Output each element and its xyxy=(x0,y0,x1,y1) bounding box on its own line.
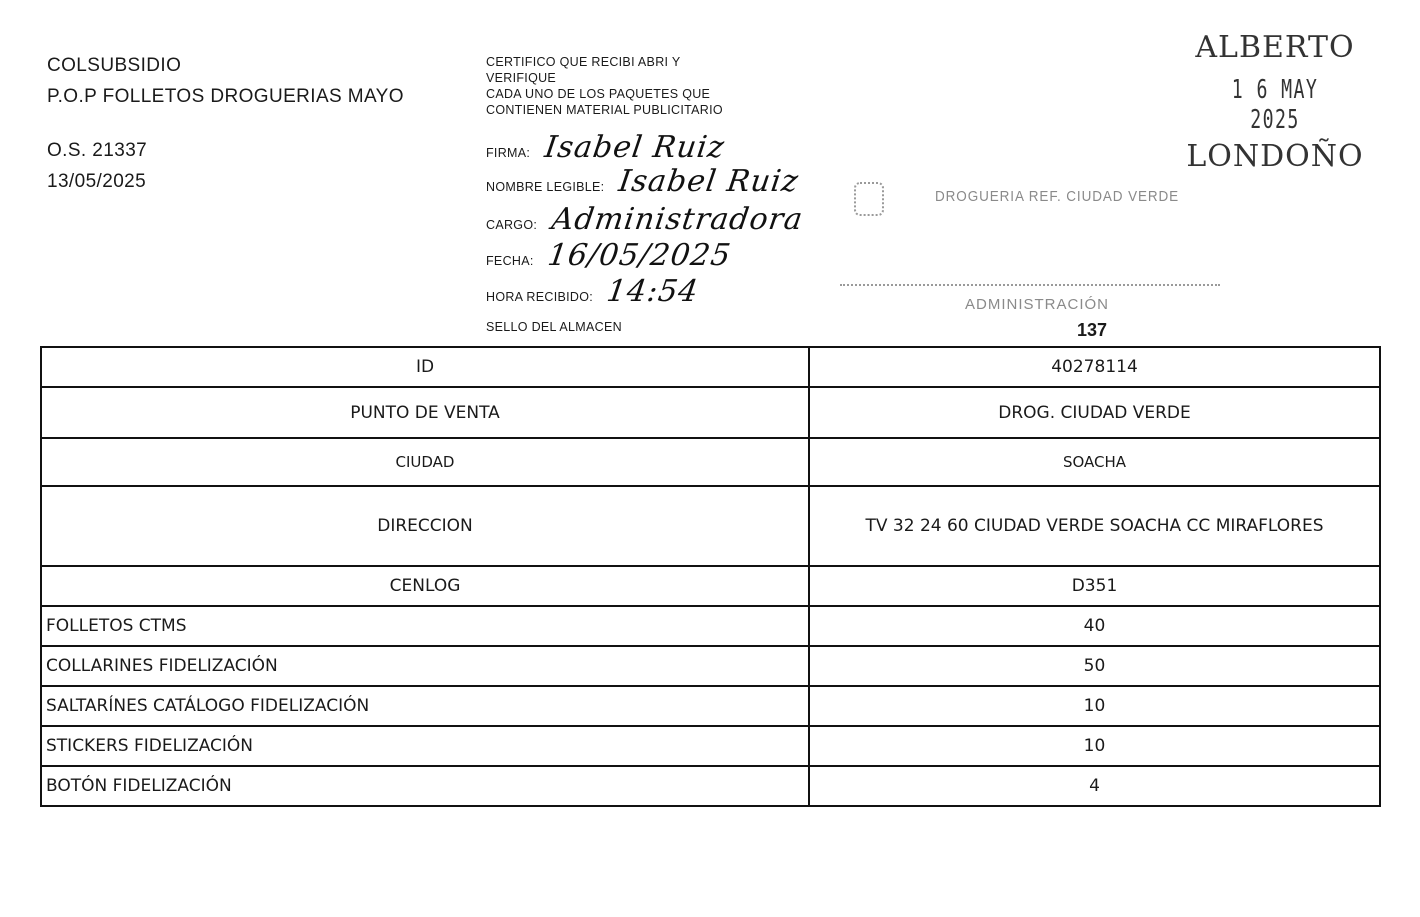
dir-label: DIRECCION xyxy=(41,486,809,566)
item-qty: 40 xyxy=(809,606,1380,646)
cargo-handwritten: Administradora xyxy=(549,202,806,237)
received-stamp xyxy=(1180,30,1370,174)
item-name: FOLLETOS CTMS xyxy=(41,606,809,646)
id-value: 40278114 xyxy=(809,347,1380,387)
certification-text xyxy=(486,54,723,118)
cenlog-label: CENLOG xyxy=(41,566,809,606)
id-label: ID xyxy=(41,347,809,387)
cert-line: CERTIFICO QUE RECIBI ABRI Y xyxy=(486,55,681,69)
hora-handwritten: 14:54 xyxy=(604,274,702,309)
firma-label: FIRMA: xyxy=(486,146,531,160)
sello-label: SELLO DEL ALMACEN xyxy=(486,320,622,334)
hora-label: HORA RECIBIDO: xyxy=(486,290,593,304)
cert-line: CONTIENEN MATERIAL PUBLICITARIO xyxy=(486,103,723,117)
store-stamp-admin: ADMINISTRACIÓN xyxy=(965,296,1110,313)
table-row xyxy=(41,566,1380,606)
campaign-title: P.O.P FOLLETOS DROGUERIAS MAYO xyxy=(47,86,404,107)
table-row xyxy=(41,766,1380,806)
nombre-handwritten: Isabel Ruiz xyxy=(616,164,801,199)
table-row xyxy=(41,646,1380,686)
document-date: 13/05/2025 xyxy=(47,171,147,192)
stamp-divider xyxy=(840,284,1220,286)
firma-signature: Isabel Ruiz xyxy=(542,130,727,165)
table-row xyxy=(41,686,1380,726)
sello-row xyxy=(486,318,622,336)
item-name: SALTARÍNES CATÁLOGO FIDELIZACIÓN xyxy=(41,686,809,726)
item-name: COLLARINES FIDELIZACIÓN xyxy=(41,646,809,686)
delivery-table xyxy=(40,346,1381,807)
cert-line: CADA UNO DE LOS PAQUETES QUE xyxy=(486,87,711,101)
fecha-row xyxy=(486,238,734,273)
item-qty: 10 xyxy=(809,726,1380,766)
item-name: BOTÓN FIDELIZACIÓN xyxy=(41,766,809,806)
firma-row xyxy=(486,130,727,165)
store-stamp xyxy=(840,178,1240,318)
cargo-row xyxy=(486,202,806,237)
stamp-name: ALBERTO xyxy=(1195,30,1355,65)
nombre-row xyxy=(486,164,801,199)
item-qty: 4 xyxy=(809,766,1380,806)
item-name: STICKERS FIDELIZACIÓN xyxy=(41,726,809,766)
table-row xyxy=(41,387,1380,438)
cargo-label: CARGO: xyxy=(486,218,538,232)
city-value: SOACHA xyxy=(809,438,1380,486)
table-row xyxy=(41,486,1380,566)
item-qty: 10 xyxy=(809,686,1380,726)
cert-line: VERIFIQUE xyxy=(486,71,557,85)
table-row xyxy=(41,726,1380,766)
store-stamp-name: DROGUERIA REF. CIUDAD VERDE xyxy=(935,188,1180,205)
cenlog-value: D351 xyxy=(809,566,1380,606)
order-number: O.S. 21337 xyxy=(47,140,148,161)
table-row xyxy=(41,347,1380,387)
fecha-label: FECHA: xyxy=(486,254,534,268)
stamp-surname: LONDOÑO xyxy=(1186,139,1364,174)
item-qty: 50 xyxy=(809,646,1380,686)
company-name: COLSUBSIDIO xyxy=(47,55,182,76)
table-row xyxy=(41,438,1380,486)
pv-label: PUNTO DE VENTA xyxy=(41,387,809,438)
page-number: 137 xyxy=(1077,320,1108,340)
document-header xyxy=(47,50,404,197)
table-row xyxy=(41,606,1380,646)
city-label: CIUDAD xyxy=(41,438,809,486)
dir-value: TV 32 24 60 CIUDAD VERDE SOACHA CC MIRAFLORES xyxy=(809,486,1380,566)
stamp-date: 1 6 MAY 2025 xyxy=(1231,75,1319,135)
nombre-label: NOMBRE LEGIBLE: xyxy=(486,180,605,194)
hora-row xyxy=(486,274,702,309)
fecha-handwritten: 16/05/2025 xyxy=(545,238,734,273)
store-logo-icon xyxy=(854,182,884,216)
pv-value: DROG. CIUDAD VERDE xyxy=(809,387,1380,438)
